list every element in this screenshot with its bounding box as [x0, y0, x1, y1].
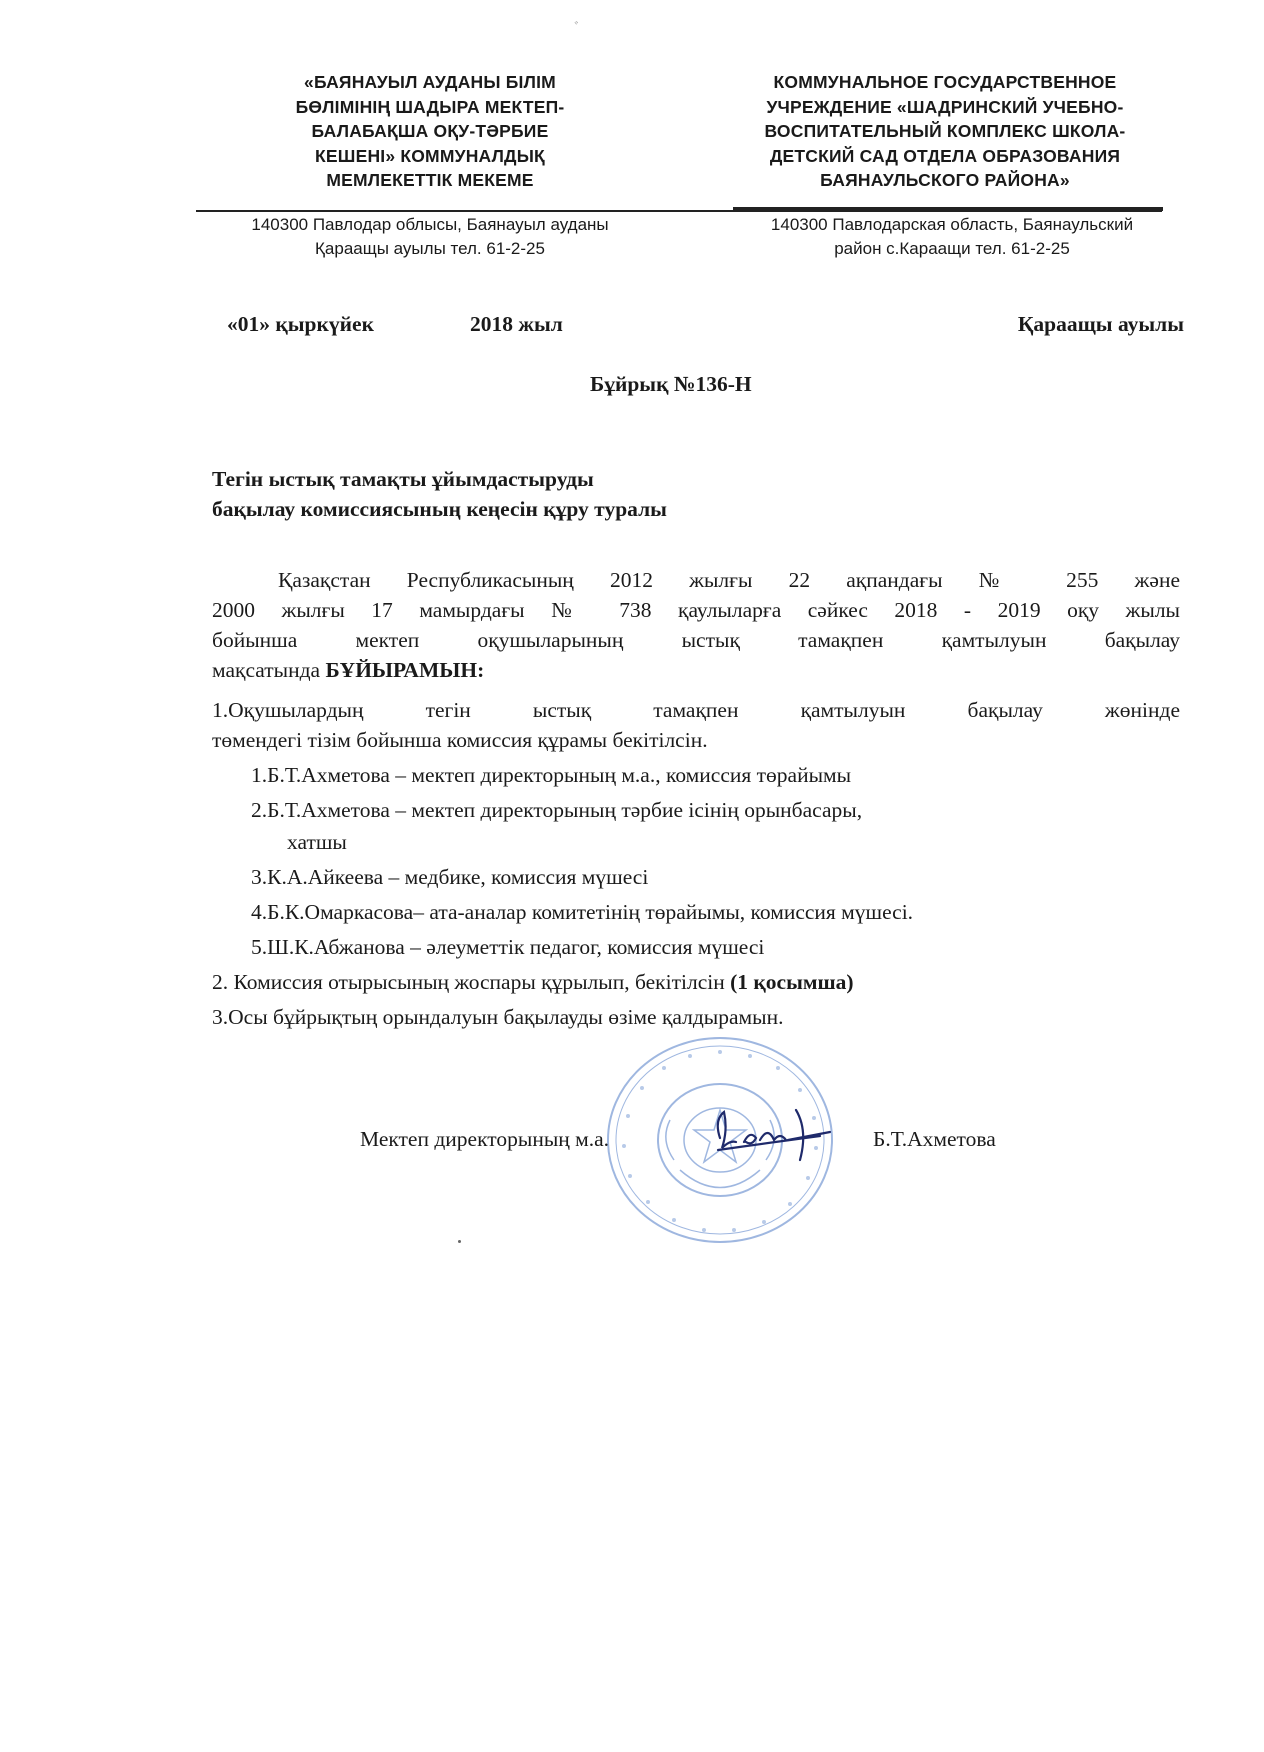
address-ru-line: район с.Караащи тел. 61-2-25: [834, 239, 1070, 258]
preamble-line: 2000 жылғы 17 мамырдағы № 738 қаулыларға сәйкес 2018 - 2019 оқу жылы: [212, 598, 1180, 622]
preamble-line: бойынша мектеп оқушыларының ыстық тамақпен қамтылуын бақылау: [212, 628, 1180, 652]
header-kz-line: БӨЛІМІНІҢ ШАДЫРА МЕКТЕП-: [295, 96, 565, 117]
signatory-name: Б.Т.Ахметова: [873, 1127, 996, 1151]
header-ru: [700, 70, 1190, 193]
commission-member: 1.Б.Т.Ахметова – мектеп директорының м.а., комиссия төрайымы: [251, 763, 852, 787]
header-ru-line: УЧРЕЖДЕНИЕ «ШАДРИНСКИЙ УЧЕБНО-: [766, 96, 1124, 117]
header-kz: [210, 70, 650, 193]
commission-member-cont: хатшы: [287, 830, 347, 854]
address-kz: [210, 213, 650, 261]
item-1-line: 1.Оқушылардың тегін ыстық тамақпен қамтылуын бақылау жөнінде: [212, 698, 1180, 722]
header-kz-line: КЕШЕНІ» КОММУНАЛДЫҚ: [315, 145, 545, 166]
address-ru-line: 140300 Павлодарская область, Баянаульский: [770, 215, 1134, 234]
header-ru-line: ДЕТСКИЙ САД ОТДЕЛА ОБРАЗОВАНИЯ: [769, 145, 1121, 166]
header-divider-thick: [733, 207, 1163, 211]
commission-member: 3.К.А.Айкеева – медбике, комиссия мүшесі: [251, 865, 649, 889]
preamble-text: мақсатында: [212, 658, 326, 682]
item-2-text: 2. Комиссия отырысының жоспары құрылып, бекітілсін: [212, 970, 731, 994]
address-kz-line: Қараащы ауылы тел. 61-2-25: [315, 239, 545, 258]
commission-member: 2.Б.Т.Ахметова – мектеп директорының тәрбие ісінің орынбасары,: [251, 798, 863, 822]
header-ru-line: БАЯНАУЛЬСКОГО РАЙОНА»: [820, 170, 1070, 190]
handwritten-signature: [700, 1090, 840, 1170]
order-verb: БҰЙЫРАМЫН:: [325, 658, 485, 682]
address-kz-line: 140300 Павлодар облысы, Баянауыл ауданы: [251, 215, 609, 234]
item-2: [212, 968, 854, 997]
address-ru: [722, 213, 1182, 261]
item-1-line: төмендегі тізім бойынша комиссия құрамы бекітілсін.: [212, 728, 708, 752]
header-kz-line: БАЛАБАҚША ОҚУ-ТӘРБИЕ: [311, 121, 549, 141]
header-kz-line: «БАЯНАУЫЛ АУДАНЫ БІЛІМ: [304, 72, 556, 92]
commission-member: 5.Ш.К.Абжанова – әлеуметтік педагог, комиссия мүшесі: [251, 935, 765, 959]
order-title-line: бақылау комиссиясының кеңесін құру туралы: [212, 497, 667, 521]
signatory-role: Мектеп директорының м.а.: [360, 1127, 610, 1151]
header-ru-line: КОММУНАЛЬНОЕ ГОСУДАРСТВЕННОЕ: [773, 72, 1117, 92]
order-place: Қараащы ауылы: [1017, 312, 1184, 336]
commission-member: 4.Б.К.Омаркасова– ата-аналар комитетінің төрайымы, комиссия мүшесі.: [251, 900, 914, 924]
preamble-line: [212, 655, 1180, 685]
header-ru-line: ВОСПИТАТЕЛЬНЫЙ КОМПЛЕКС ШКОЛА-: [764, 121, 1126, 141]
preamble-line: Қазақстан Республикасының 2012 жылғы 22 ақпандағы № 255 және: [278, 568, 1180, 592]
scan-speck: [458, 1240, 461, 1243]
order-date-year: 2018 жыл: [470, 312, 563, 336]
order-title-line: Тегін ыстық тамақты ұйымдастыруды: [212, 467, 594, 491]
item-3: 3.Осы бұйрықтың орындалуын бақылауды өзіме қалдырамын.: [212, 1005, 784, 1029]
scan-mark: ﾞ: [574, 22, 581, 37]
item-2-appendix: (1 қосымша): [730, 970, 854, 994]
order-date-day: «01» қыркүйек: [227, 312, 374, 336]
order-number: Бұйрық №136-Н: [590, 372, 752, 396]
header-kz-line: МЕМЛЕКЕТТІК МЕКЕМЕ: [326, 170, 534, 190]
